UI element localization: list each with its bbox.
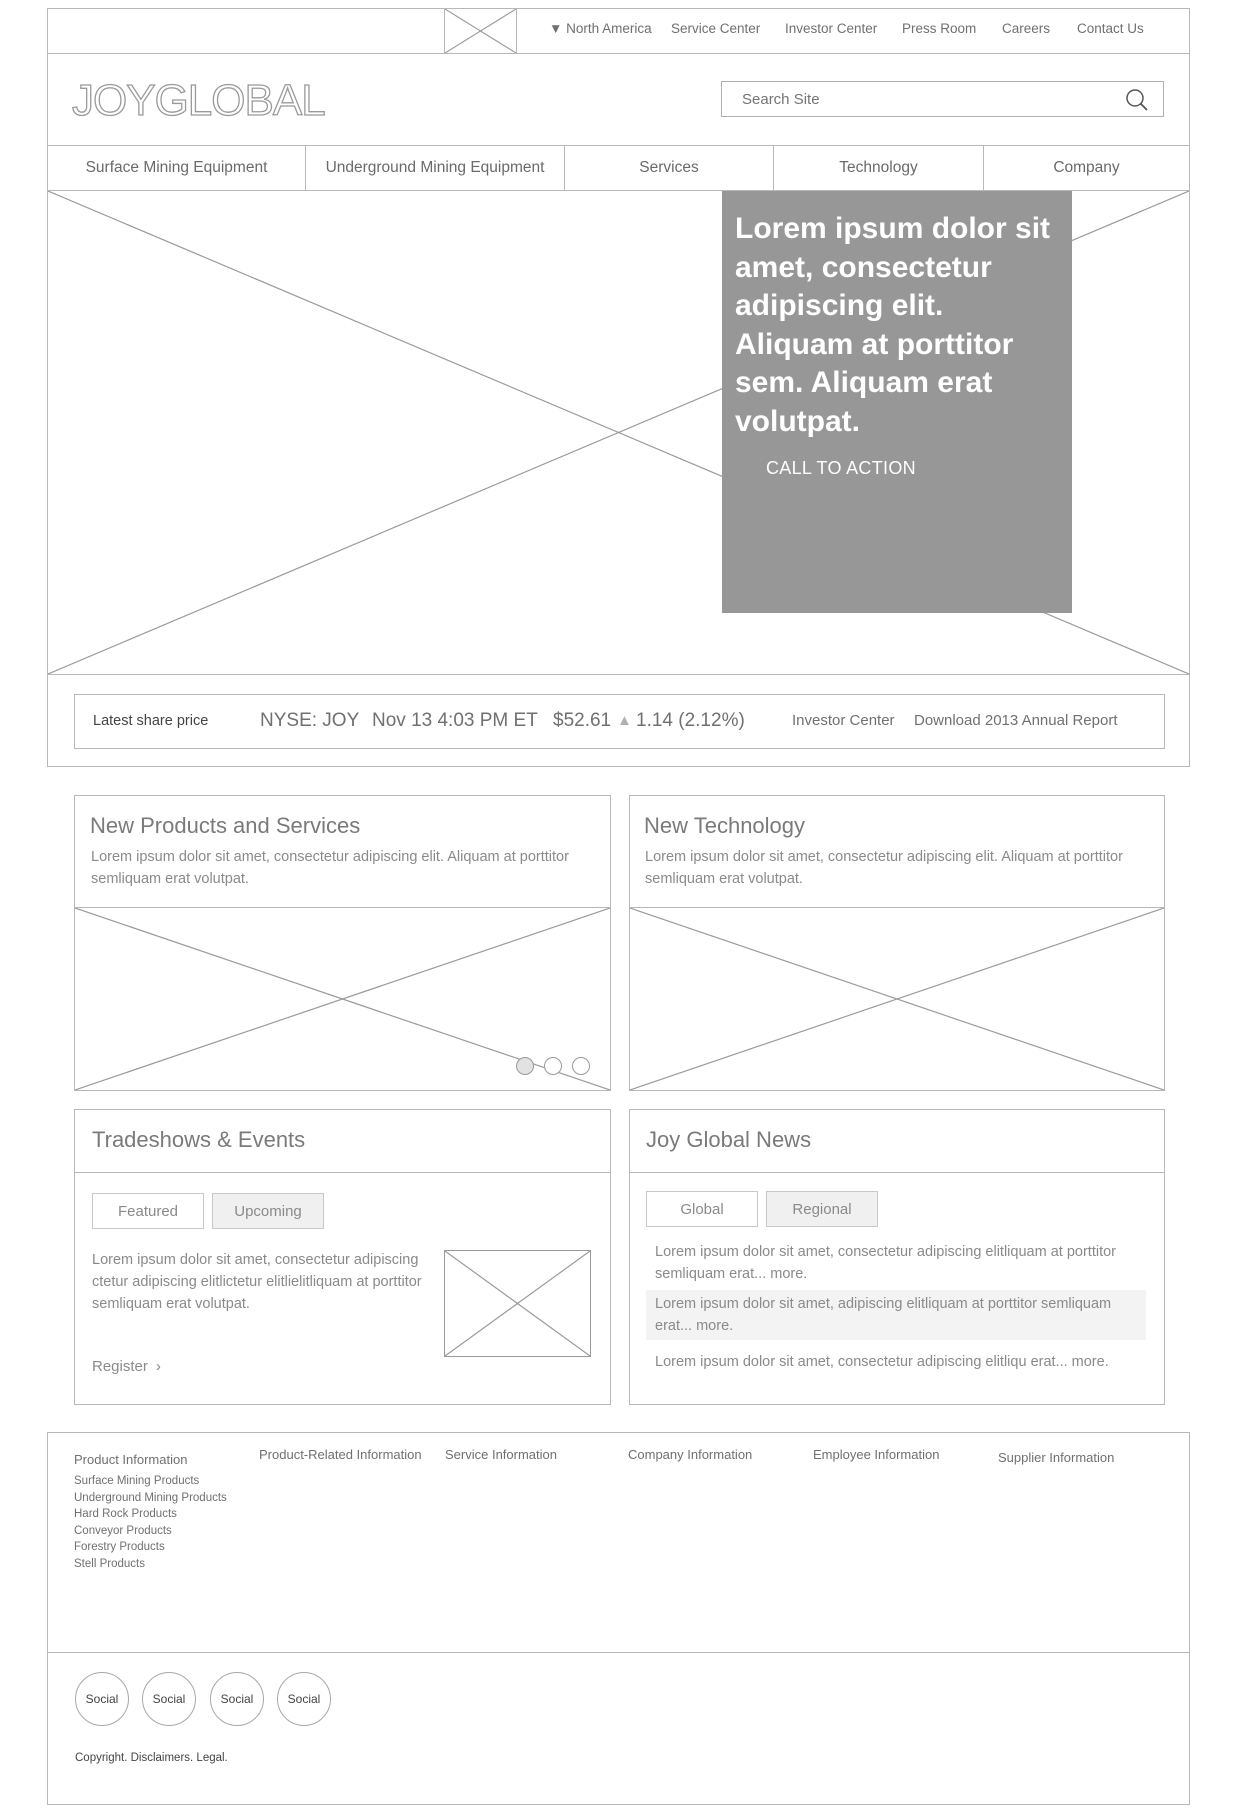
carousel-dot-1[interactable] — [516, 1057, 534, 1075]
events-header-divider — [74, 1172, 611, 1173]
events-title: Tradeshows & Events — [92, 1127, 306, 1152]
careers-link[interactable]: Careers — [1002, 21, 1051, 36]
news-title: Joy Global News — [646, 1127, 812, 1152]
footer-link-conveyor[interactable]: Conveyor Products — [74, 1524, 172, 1537]
footer-heading-supplier[interactable]: Supplier Information — [998, 1450, 1115, 1465]
social-button-2[interactable]: Social — [142, 1672, 196, 1726]
region-selector[interactable]: ▼ North America — [549, 21, 652, 36]
footer-heading-product-related[interactable]: Product-Related Information — [259, 1447, 422, 1462]
stock-price: $52.61 — [553, 710, 612, 731]
social-button-3[interactable]: Social — [210, 1672, 264, 1726]
triangle-up-icon: ▲ — [617, 712, 632, 729]
events-body: Lorem ipsum dolor sit amet, consectetur adipiscing ctetur adipiscing elitlictetur elitlielitliquam at porttitor semliquam erat volutpat. — [92, 1252, 422, 1312]
service-center-link[interactable]: Service Center — [671, 21, 761, 36]
stock-datetime: Nov 13 4:03 PM ET — [372, 710, 538, 731]
top-image-placeholder — [444, 8, 517, 54]
search-input[interactable] — [722, 82, 1132, 116]
new-technology-body: Lorem ipsum dolor sit amet, consectetur adipiscing elit. Aliquam at porttitor semliquam erat volutpat. — [645, 849, 1123, 887]
footer-heading-company[interactable]: Company Information — [628, 1447, 753, 1462]
footer-link-forestry[interactable]: Forestry Products — [74, 1541, 165, 1553]
footer-heading-employee[interactable]: Employee Information — [813, 1447, 940, 1462]
nav-services[interactable]: Services — [565, 146, 774, 190]
nav-company[interactable]: Company — [1053, 159, 1120, 176]
footer-heading-service[interactable]: Service Information — [445, 1447, 557, 1462]
carousel-dot-3[interactable] — [572, 1057, 590, 1075]
stock-change: 1.14 (2.12%) — [636, 710, 745, 731]
footer-product-links — [74, 1473, 227, 1572]
new-products-body: Lorem ipsum dolor sit amet, consectetur adipiscing elit. Aliquam at porttitor semliquam erat volutpat. — [91, 849, 569, 887]
call-to-action-button[interactable]: CALL TO ACTION — [766, 458, 916, 478]
footer-link-stell[interactable]: Stell Products — [74, 1557, 145, 1570]
nav-underground-mining[interactable]: Underground Mining Equipment — [306, 146, 565, 190]
share-price-label: Latest share price — [93, 713, 209, 729]
investor-center-link[interactable]: Investor Center — [785, 21, 878, 36]
contact-us-link[interactable]: Contact Us — [1077, 21, 1144, 36]
nav-surface-mining[interactable]: Surface Mining Equipment — [48, 146, 306, 190]
stock-ticker: NYSE: JOY — [260, 710, 360, 731]
carousel-dot-2[interactable] — [544, 1057, 562, 1075]
hero-panel — [722, 191, 1072, 613]
search-box[interactable] — [721, 81, 1164, 117]
logo[interactable]: JOYGLOBAL — [72, 76, 325, 125]
events-image-placeholder — [444, 1250, 591, 1357]
triangle-down-icon: ▼ — [549, 21, 567, 36]
footer-link-underground-mining[interactable]: Underground Mining Products — [74, 1491, 227, 1504]
news-item-2[interactable]: Lorem ipsum dolor sit amet, adipiscing elitliquam at porttitor semliquam erat... more. — [646, 1290, 1146, 1340]
footer-heading-product-info[interactable]: Product Information — [74, 1452, 188, 1467]
social-button-4[interactable]: Social — [277, 1672, 331, 1726]
annual-report-link[interactable]: Download 2013 Annual Report — [914, 712, 1118, 729]
hero-headline: Lorem ipsum dolor sit amet, consectetur adipiscing elit. Aliquam at porttitor sem. Aliquam erat volutpat. — [735, 212, 1051, 438]
footer-link-hard-rock[interactable]: Hard Rock Products — [74, 1508, 177, 1520]
nav-technology[interactable]: Technology — [774, 146, 984, 190]
news-item-1[interactable]: Lorem ipsum dolor sit amet, consectetur adipiscing elitliquam at porttitor semliquam erat... more. — [655, 1244, 1116, 1282]
tab-upcoming[interactable]: Upcoming — [212, 1193, 324, 1229]
tab-featured[interactable]: Featured — [92, 1193, 204, 1229]
new-technology-image-placeholder — [629, 907, 1165, 1091]
footer-divider — [47, 1652, 1190, 1653]
press-room-link[interactable]: Press Room — [902, 21, 977, 36]
chevron-right-icon: › — [155, 1358, 161, 1375]
investor-center-share-link[interactable]: Investor Center — [792, 712, 895, 729]
tab-regional[interactable]: Regional — [766, 1191, 878, 1227]
tab-global[interactable]: Global — [646, 1191, 758, 1227]
new-technology-title: New Technology — [644, 813, 806, 838]
new-products-title: New Products and Services — [90, 813, 361, 838]
legal-text[interactable]: Copyright. Disclaimers. Legal. — [75, 1752, 228, 1764]
news-header-divider — [629, 1172, 1165, 1173]
register-link[interactable]: Register › — [92, 1358, 161, 1375]
news-item-3[interactable]: Lorem ipsum dolor sit amet, consectetur adipiscing elitliqu erat... more. — [655, 1354, 1109, 1370]
search-icon[interactable] — [1125, 88, 1149, 112]
social-button-1[interactable]: Social — [75, 1672, 129, 1726]
footer-link-surface-mining[interactable]: Surface Mining Products — [74, 1475, 200, 1487]
